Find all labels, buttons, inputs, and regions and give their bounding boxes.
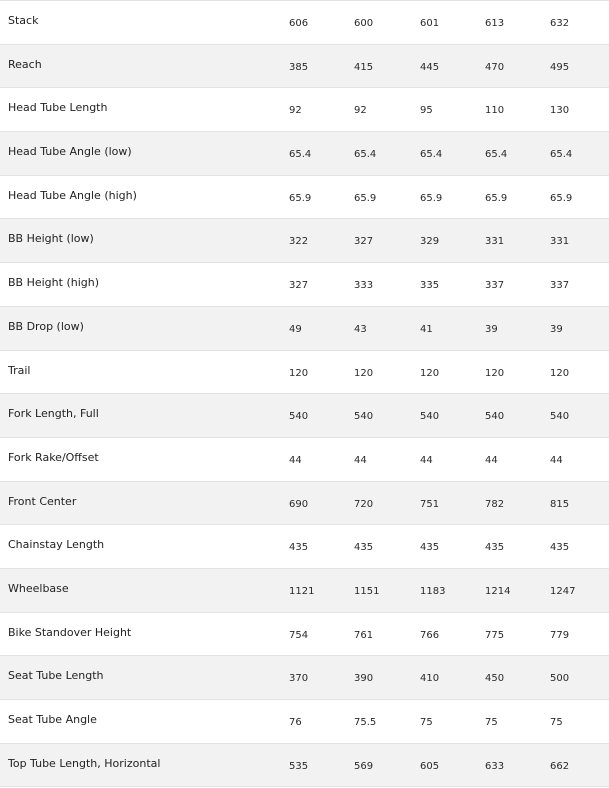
measurement-value: 65.9 — [550, 175, 609, 219]
measurement-value: 329 — [420, 219, 485, 263]
measurement-value: 1183 — [420, 568, 485, 612]
measurement-value: 470 — [485, 44, 550, 88]
measurement-value: 500 — [550, 656, 609, 700]
measurement-label: Trail — [0, 350, 289, 394]
measurement-value: 540 — [485, 394, 550, 438]
measurement-label: BB Height (high) — [0, 263, 289, 307]
measurement-value: 65.9 — [289, 175, 354, 219]
measurement-value: 322 — [289, 219, 354, 263]
measurement-value: 815 — [550, 481, 609, 525]
measurement-value: 331 — [550, 219, 609, 263]
measurement-value: 331 — [485, 219, 550, 263]
measurement-value: 44 — [485, 437, 550, 481]
measurement-value: 606 — [289, 1, 354, 45]
measurement-value: 120 — [420, 350, 485, 394]
measurement-value: 766 — [420, 612, 485, 656]
measurement-value: 65.9 — [354, 175, 420, 219]
measurement-value: 1151 — [354, 568, 420, 612]
table-row — [0, 44, 609, 88]
measurement-value: 779 — [550, 612, 609, 656]
measurement-value: 110 — [485, 88, 550, 132]
measurement-value: 1214 — [485, 568, 550, 612]
table-row — [0, 525, 609, 569]
measurement-value: 613 — [485, 1, 550, 45]
measurement-value: 415 — [354, 44, 420, 88]
measurement-label: Front Center — [0, 481, 289, 525]
measurement-label: Seat Tube Length — [0, 656, 289, 700]
measurement-value: 1121 — [289, 568, 354, 612]
measurement-value: 49 — [289, 306, 354, 350]
measurement-value: 435 — [420, 525, 485, 569]
measurement-value: 65.4 — [550, 132, 609, 176]
measurement-value: 540 — [550, 394, 609, 438]
measurement-value: 337 — [550, 263, 609, 307]
measurement-value: 333 — [354, 263, 420, 307]
measurement-value: 410 — [420, 656, 485, 700]
table-row — [0, 88, 609, 132]
measurement-label: Chainstay Length — [0, 525, 289, 569]
table-row — [0, 219, 609, 263]
measurement-value: 337 — [485, 263, 550, 307]
measurement-label: Top Tube Length, Horizontal — [0, 743, 289, 787]
measurement-value: 601 — [420, 1, 485, 45]
measurement-value: 445 — [420, 44, 485, 88]
measurement-value: 761 — [354, 612, 420, 656]
measurement-value: 120 — [354, 350, 420, 394]
measurement-value: 44 — [420, 437, 485, 481]
measurement-value: 65.4 — [354, 132, 420, 176]
measurement-value: 335 — [420, 263, 485, 307]
measurement-value: 569 — [354, 743, 420, 787]
measurement-value: 92 — [354, 88, 420, 132]
measurement-value: 39 — [485, 306, 550, 350]
measurement-value: 120 — [550, 350, 609, 394]
measurement-value: 44 — [289, 437, 354, 481]
measurement-value: 751 — [420, 481, 485, 525]
measurement-value: 65.9 — [420, 175, 485, 219]
table-row — [0, 743, 609, 787]
table-row — [0, 656, 609, 700]
measurement-value: 632 — [550, 1, 609, 45]
measurement-value: 754 — [289, 612, 354, 656]
measurement-value: 65.9 — [485, 175, 550, 219]
measurement-value: 370 — [289, 656, 354, 700]
table-row — [0, 481, 609, 525]
table-row — [0, 350, 609, 394]
measurement-value: 782 — [485, 481, 550, 525]
measurement-value: 720 — [354, 481, 420, 525]
measurement-value: 385 — [289, 44, 354, 88]
measurement-value: 65.4 — [420, 132, 485, 176]
measurement-label: Head Tube Angle (low) — [0, 132, 289, 176]
measurement-value: 65.4 — [289, 132, 354, 176]
measurement-value: 39 — [550, 306, 609, 350]
table-row — [0, 1, 609, 45]
measurement-label: Seat Tube Angle — [0, 700, 289, 744]
measurement-value: 75 — [550, 700, 609, 744]
measurement-value: 390 — [354, 656, 420, 700]
measurement-value: 662 — [550, 743, 609, 787]
measurement-value: 775 — [485, 612, 550, 656]
measurement-value: 41 — [420, 306, 485, 350]
measurement-label: Head Tube Angle (high) — [0, 175, 289, 219]
table-row — [0, 394, 609, 438]
measurement-value: 450 — [485, 656, 550, 700]
measurement-label: Fork Rake/Offset — [0, 437, 289, 481]
table-row — [0, 175, 609, 219]
measurement-value: 95 — [420, 88, 485, 132]
measurement-value: 435 — [550, 525, 609, 569]
table-row — [0, 568, 609, 612]
measurement-value: 92 — [289, 88, 354, 132]
measurement-label: Stack — [0, 1, 289, 45]
measurement-value: 633 — [485, 743, 550, 787]
table-row — [0, 132, 609, 176]
measurement-label: Bike Standover Height — [0, 612, 289, 656]
measurement-value: 600 — [354, 1, 420, 45]
measurement-value: 120 — [289, 350, 354, 394]
table-row — [0, 437, 609, 481]
measurement-value: 44 — [550, 437, 609, 481]
measurement-value: 75 — [420, 700, 485, 744]
table-row — [0, 612, 609, 656]
measurement-value: 120 — [485, 350, 550, 394]
table-row — [0, 306, 609, 350]
measurement-value: 75 — [485, 700, 550, 744]
measurement-value: 44 — [354, 437, 420, 481]
measurement-value: 495 — [550, 44, 609, 88]
measurement-value: 540 — [420, 394, 485, 438]
table-row — [0, 700, 609, 744]
measurement-value: 43 — [354, 306, 420, 350]
measurement-label: Head Tube Length — [0, 88, 289, 132]
measurement-label: BB Height (low) — [0, 219, 289, 263]
measurement-value: 435 — [354, 525, 420, 569]
table-row — [0, 263, 609, 307]
measurement-value: 605 — [420, 743, 485, 787]
measurement-value: 65.4 — [485, 132, 550, 176]
measurement-value: 1247 — [550, 568, 609, 612]
measurement-value: 130 — [550, 88, 609, 132]
measurement-value: 535 — [289, 743, 354, 787]
measurement-value: 435 — [485, 525, 550, 569]
measurement-value: 690 — [289, 481, 354, 525]
measurement-value: 75.5 — [354, 700, 420, 744]
measurement-label: BB Drop (low) — [0, 306, 289, 350]
measurement-value: 327 — [289, 263, 354, 307]
geometry-table-body — [0, 1, 609, 787]
measurement-value: 76 — [289, 700, 354, 744]
measurement-value: 327 — [354, 219, 420, 263]
measurement-value: 540 — [354, 394, 420, 438]
measurement-label: Fork Length, Full — [0, 394, 289, 438]
measurement-value: 540 — [289, 394, 354, 438]
measurement-value: 435 — [289, 525, 354, 569]
measurement-label: Wheelbase — [0, 568, 289, 612]
measurement-label: Reach — [0, 44, 289, 88]
